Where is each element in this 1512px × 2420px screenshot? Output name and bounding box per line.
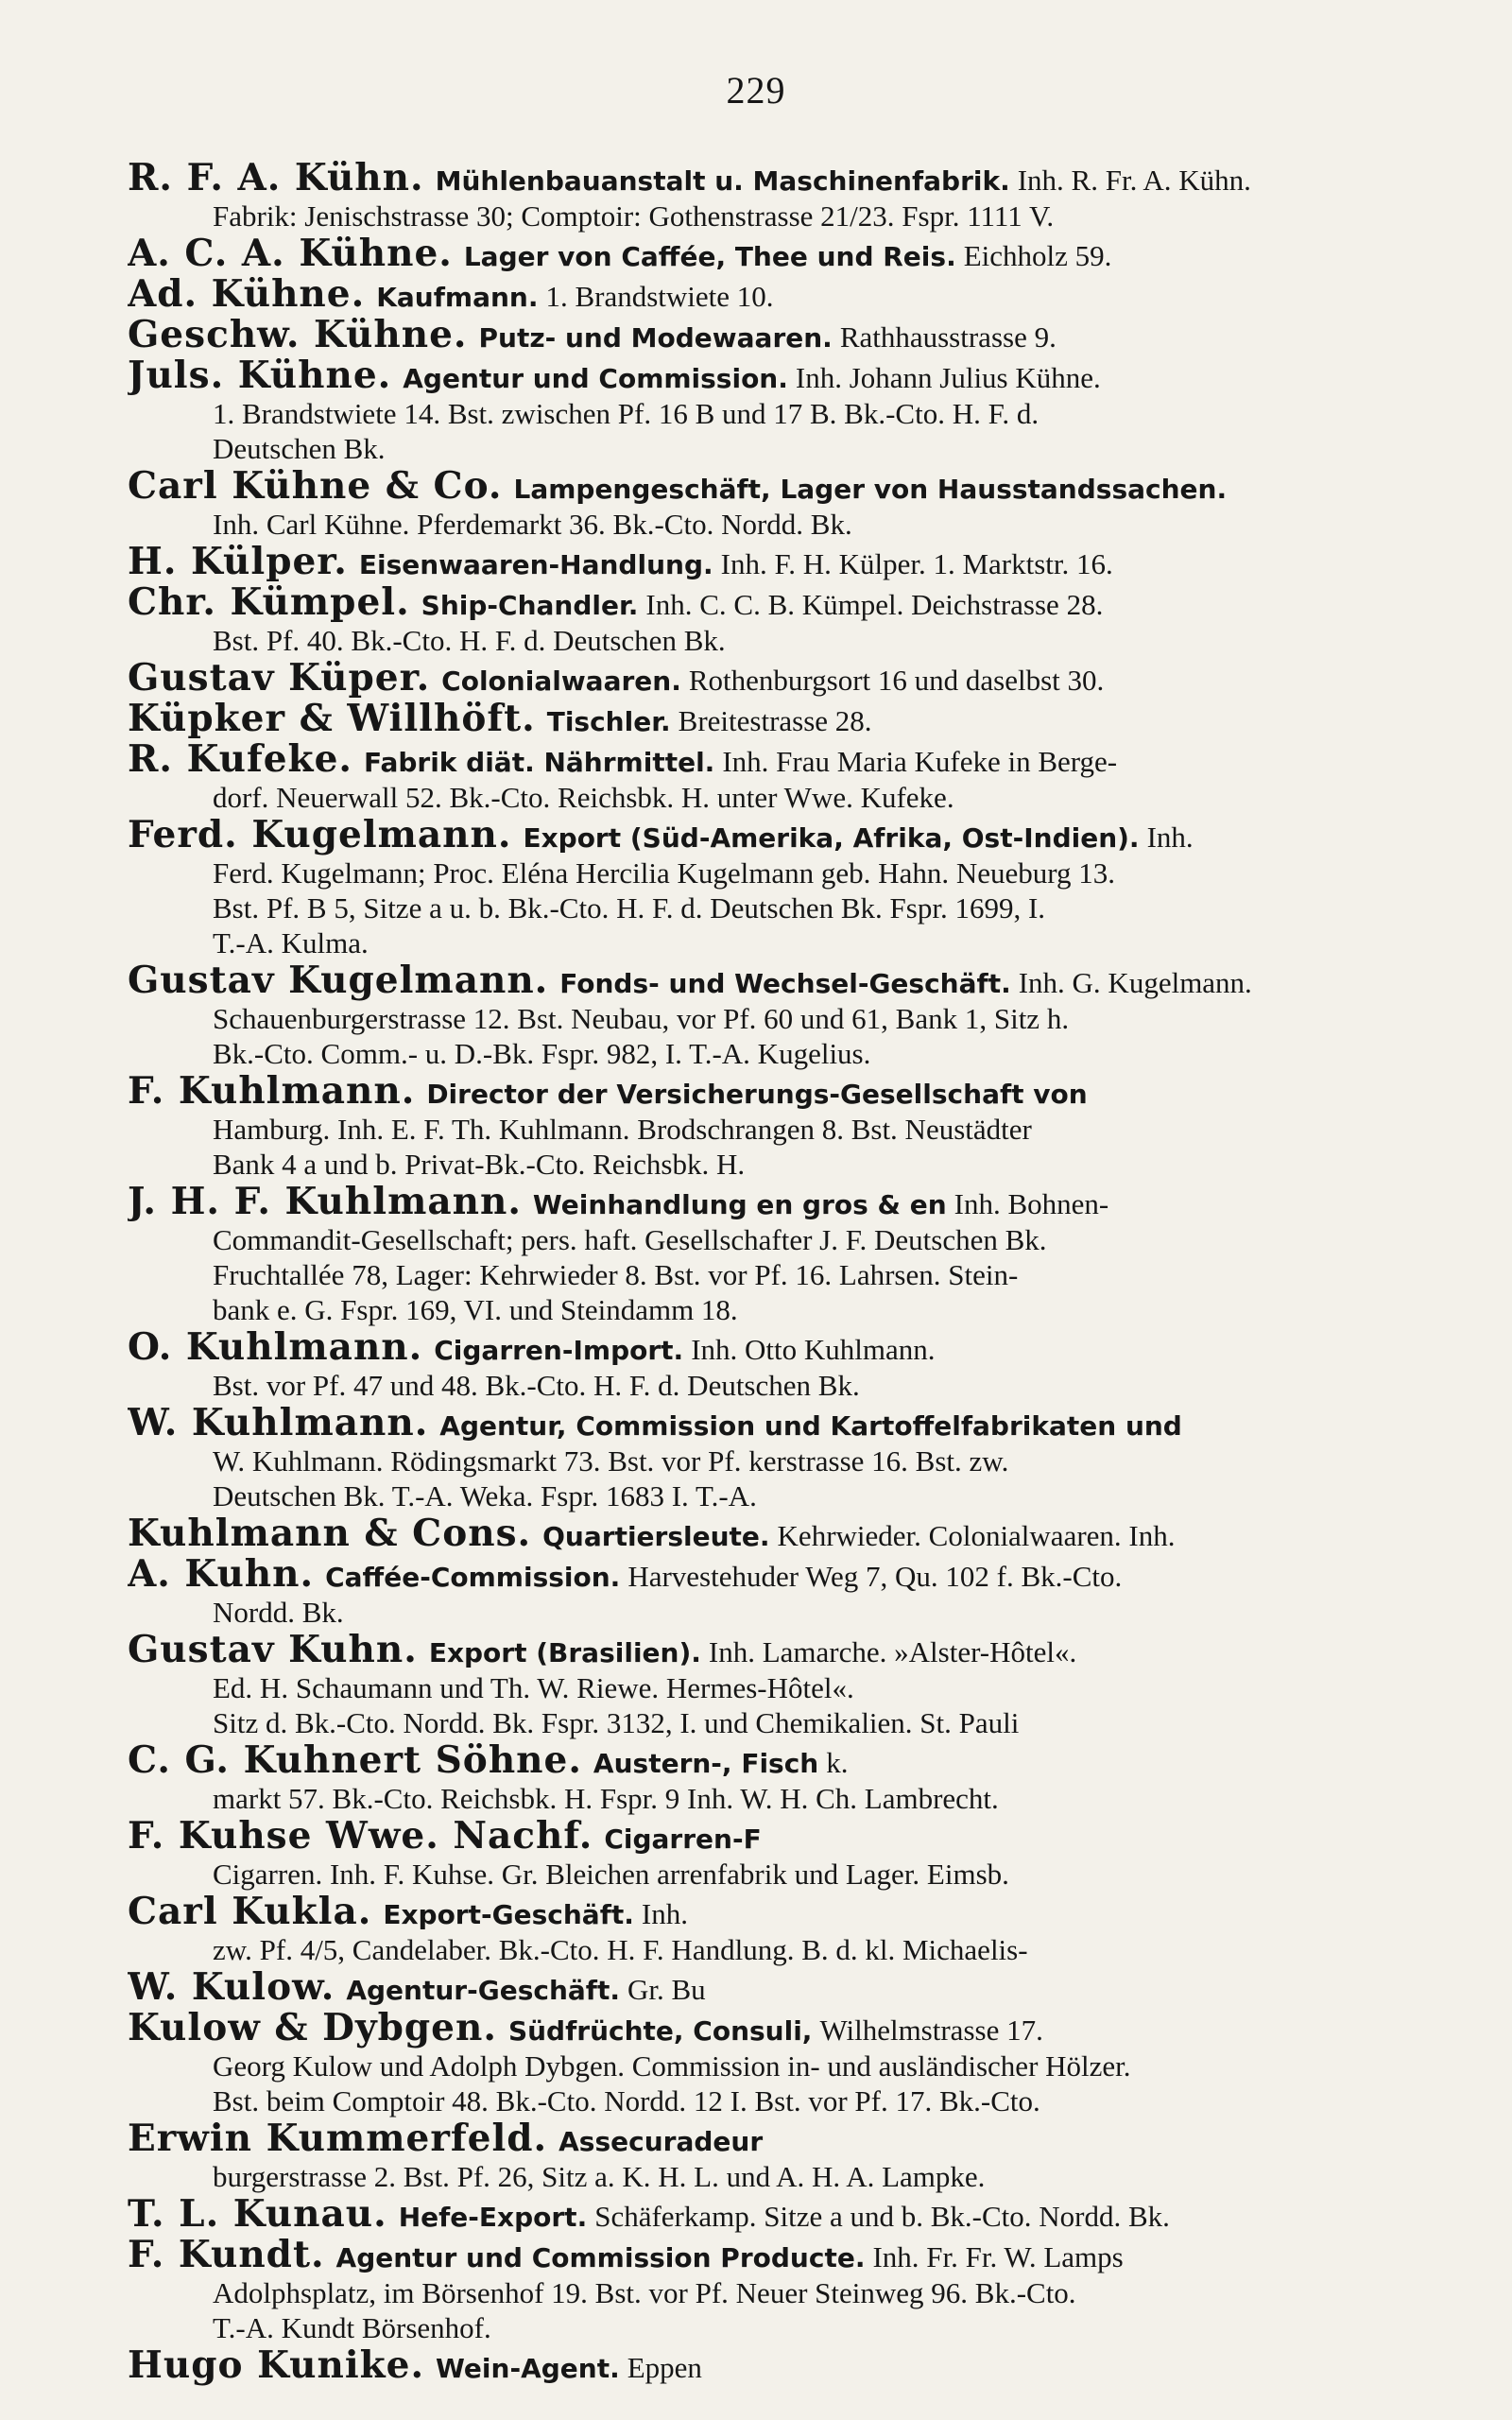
directory-entry xyxy=(128,661,1384,699)
entry-name: Juls. Kühne. xyxy=(128,358,392,396)
entry-first-line xyxy=(128,963,1384,1001)
entry-first-line xyxy=(128,2348,1384,2386)
entry-name: Kuhlmann & Cons. xyxy=(128,1516,532,1554)
entry-name: Ferd. Kugelmann. xyxy=(128,818,512,856)
entry-first-line xyxy=(128,585,1384,623)
entry-continuation-line: Fabrik: Jenischstrasse 30; Comptoir: Gothenstrasse 21/23. Fspr. 1111 V. xyxy=(213,199,1055,233)
entry-trade: Austern-, Fisch xyxy=(593,1748,819,1779)
entry-name: J. H. F. Kuhlmann. xyxy=(128,1184,522,1222)
directory-entry xyxy=(128,585,1384,658)
entry-info: Inh. F. H. Külper. 1. Marktstr. 16. xyxy=(720,547,1113,580)
entry-continuation-line: bank e. G. Fspr. 169, VI. und Steindamm 18. xyxy=(213,1293,738,1326)
entry-info: Rathhausstrasse 9. xyxy=(839,320,1057,354)
entry-info: Inh. G. Kugelmann. xyxy=(1018,966,1252,999)
directory-entry xyxy=(128,1516,1384,1554)
entry-continuation-line: markt 57. Bk.-Cto. Reichsbk. H. Fspr. 9 Inh. W. H. Ch. Lambrecht. xyxy=(213,1782,999,1815)
entry-name: Hugo Kunike. xyxy=(128,2348,425,2386)
entry-continuation-line: Sitz d. Bk.-Cto. Nordd. Bk. Fspr. 3132, I. und Chemikalien. St. Pauli xyxy=(213,1706,1020,1739)
directory-entry xyxy=(128,2121,1384,2194)
entry-name: A. C. A. Kühne. xyxy=(128,236,453,274)
entry-first-line xyxy=(128,1074,1384,1112)
entry-trade: Fabrik diät. Nährmittel. xyxy=(363,747,715,778)
entry-trade: Putz- und Modewaaren. xyxy=(478,322,833,354)
entry-first-line xyxy=(128,2121,1384,2159)
entry-trade: Mühlenbauanstalt u. Maschinenfabrik. xyxy=(435,165,1010,197)
entry-continuation-line: Deutschen Bk. T.-A. Weka. Fspr. 1683 I. T.-A. xyxy=(213,1479,757,1512)
entry-first-line xyxy=(128,1970,1384,2008)
entry-name: R. F. A. Kühn. xyxy=(128,161,424,199)
entry-name: Gustav Kugelmann. xyxy=(128,963,549,1001)
entry-continuation-line: Deutschen Bk. xyxy=(213,432,386,465)
page-number: 229 xyxy=(726,69,786,112)
entry-trade: Agentur, Commission und Kartoffelfabrikaten und xyxy=(439,1410,1182,1442)
entry-name: Carl Kühne & Co. xyxy=(128,469,503,507)
directory-entry xyxy=(128,1074,1384,1182)
entry-continuation-line: Bst. beim Comptoir 48. Bk.-Cto. Nordd. 12 I. Bst. vor Pf. 17. Bk.-Cto. xyxy=(213,2084,1040,2118)
entry-continuation-line: Adolphsplatz, im Börsenhof 19. Bst. vor Pf. Neuer Steinweg 96. Bk.-Cto. xyxy=(213,2276,1076,2309)
entry-first-line xyxy=(128,2197,1384,2235)
entry-first-line xyxy=(128,544,1384,582)
entry-first-line xyxy=(128,1633,1384,1670)
entry-continuation-line: Bst. Pf. B 5, Sitze a u. b. Bk.-Cto. H. F. d. Deutschen Bk. Fspr. 1699, I. xyxy=(213,891,1046,925)
entry-info: Eppen xyxy=(627,2351,702,2384)
directory-entry xyxy=(128,358,1384,466)
entry-trade: Export-Geschäft. xyxy=(383,1899,634,1930)
directory-entry xyxy=(128,1557,1384,1630)
entry-trade: Agentur-Geschäft. xyxy=(346,1975,620,2006)
entry-trade: Fonds- und Wechsel-Geschäft. xyxy=(559,968,1011,999)
entry-trade: Caffée-Commission. xyxy=(325,1562,621,1593)
entry-continuation-line: T.-A. Kulma. xyxy=(213,926,369,959)
directory-entry xyxy=(128,1406,1384,1513)
entry-info: Inh. Lamarche. »Alster-Hôtel«. xyxy=(708,1635,1077,1668)
entry-info: Rothenburgsort 16 und daselbst 30. xyxy=(688,664,1105,697)
entry-first-line xyxy=(128,1743,1384,1781)
entry-trade: Südfrüchte, Consuli, xyxy=(507,2015,813,2047)
entry-continuation-line: 1. Brandstwiete 14. Bst. zwischen Pf. 16 B und 17 B. Bk.-Cto. H. F. d. xyxy=(213,397,1040,430)
entry-continuation-line: Bank 4 a und b. Privat-Bk.-Cto. Reichsbk. H. xyxy=(213,1148,746,1181)
entry-trade: Tischler. xyxy=(546,706,671,737)
entry-first-line xyxy=(128,358,1384,396)
entry-name: Gustav Küper. xyxy=(128,661,431,699)
entry-continuation-line: zw. Pf. 4/5, Candelaber. Bk.-Cto. H. F. Handlung. B. d. kl. Michaelis- xyxy=(213,1933,1028,1966)
directory-entry xyxy=(128,742,1384,815)
entry-info: Gr. Bu xyxy=(627,1973,706,2006)
entry-trade: Weinhandlung en gros & en xyxy=(532,1189,947,1220)
entry-first-line xyxy=(128,2238,1384,2275)
entry-trade: Agentur und Commission. xyxy=(403,363,788,394)
entry-trade: Eisenwaaren-Handlung. xyxy=(358,549,713,580)
directory-entry xyxy=(128,701,1384,739)
entry-info: Inh. Johann Julius Kühne. xyxy=(795,361,1101,394)
entry-continuation-line: T.-A. Kundt Börsenhof. xyxy=(213,2311,491,2344)
entry-name: Carl Kukla. xyxy=(128,1894,372,1932)
entry-first-line xyxy=(128,742,1384,780)
directory-entry xyxy=(128,161,1384,233)
entry-name: A. Kuhn. xyxy=(128,1557,315,1595)
entry-trade: Colonialwaaren. xyxy=(441,666,681,697)
entry-continuation-line: Ferd. Kugelmann; Proc. Eléna Hercilia Kugelmann geb. Hahn. Neueburg 13. xyxy=(213,856,1115,890)
entry-trade: Cigarren-F xyxy=(604,1824,762,1855)
entry-trade: Lampengeschäft, Lager von Hausstandssachen. xyxy=(513,474,1228,505)
entry-continuation-line: Ed. H. Schaumann und Th. W. Riewe. Hermes-Hôtel«. xyxy=(213,1671,854,1704)
entry-first-line xyxy=(128,1330,1384,1368)
entry-trade: Assecuradeur xyxy=(558,2126,764,2157)
entry-name: Geschw. Kühne. xyxy=(128,318,468,355)
entry-info: Inh. Frau Maria Kufeke in Berge- xyxy=(722,745,1118,778)
entry-info: Harvestehuder Weg 7, Qu. 102 f. Bk.-Cto. xyxy=(627,1560,1123,1593)
entry-continuation-line: Schauenburgerstrasse 12. Bst. Neubau, vor Pf. 60 und 61, Bank 1, Sitz h. xyxy=(213,1002,1070,1035)
entry-name: Ad. Kühne. xyxy=(128,277,366,315)
entry-info: Inh. Otto Kuhlmann. xyxy=(691,1333,936,1366)
entry-first-line xyxy=(128,818,1384,856)
entry-name: Erwin Kummerfeld. xyxy=(128,2121,548,2159)
directory-entry xyxy=(128,1184,1384,1327)
entry-info: Inh. C. C. B. Kümpel. Deichstrasse 28. xyxy=(645,588,1104,621)
entry-first-line xyxy=(128,318,1384,355)
entry-continuation-line: W. Kuhlmann. Rödingsmarkt 73. Bst. vor Pf. kerstrasse 16. Bst. zw. xyxy=(213,1444,1009,1478)
entry-name: C. G. Kuhnert Söhne. xyxy=(128,1743,582,1781)
directory-entry xyxy=(128,1970,1384,2008)
entry-trade: Wein-Agent. xyxy=(436,2353,620,2384)
entry-continuation-line: Georg Kulow und Adolph Dybgen. Commission in- und ausländischer Hölzer. xyxy=(213,2049,1131,2083)
entry-continuation-line: burgerstrasse 2. Bst. Pf. 26, Sitz a. K. H. L. und A. H. A. Lampke. xyxy=(213,2160,986,2193)
directory-entry xyxy=(128,1819,1384,1892)
entry-name: F. Kuhlmann. xyxy=(128,1074,416,1112)
entry-first-line xyxy=(128,1894,1384,1932)
entry-first-line xyxy=(128,1557,1384,1595)
entry-info: Inh. xyxy=(641,1897,688,1930)
entry-name: O. Kuhlmann. xyxy=(128,1330,423,1368)
directory-entry xyxy=(128,1743,1384,1816)
entry-trade: Lager von Caffée, Thee und Reis. xyxy=(463,241,956,272)
directory-entry xyxy=(128,818,1384,960)
entry-trade: Director der Versicherungs-Gesellschaft von xyxy=(426,1079,1088,1110)
entry-first-line xyxy=(128,1819,1384,1857)
directory-entry xyxy=(128,1330,1384,1403)
directory-entry xyxy=(128,318,1384,355)
entry-continuation-line: Bk.-Cto. Comm.- u. D.-Bk. Fspr. 982, I. T.-A. Kugelius. xyxy=(213,1037,871,1070)
entry-name: Küpker & Willhöft. xyxy=(128,701,536,739)
entry-name: F. Kuhse Wwe. Nachf. xyxy=(128,1819,593,1857)
entry-trade: Export (Süd-Amerika, Afrika, Ost-Indien). xyxy=(523,822,1140,854)
entry-first-line xyxy=(128,1516,1384,1554)
entry-info: 1. Brandstwiete 10. xyxy=(545,280,774,313)
entry-trade: Ship-Chandler. xyxy=(421,590,639,621)
directory-entry xyxy=(128,1894,1384,1967)
entry-info: Breitestrasse 28. xyxy=(678,704,872,737)
entry-info: Inh. xyxy=(1146,821,1194,854)
entry-continuation-line: Fruchtallée 78, Lager: Kehrwieder 8. Bst. vor Pf. 16. Lahrsen. Stein- xyxy=(213,1258,1019,1291)
entry-name: F. Kundt. xyxy=(128,2238,325,2275)
entry-info: Eichholz 59. xyxy=(963,239,1112,272)
entry-continuation-line: Hamburg. Inh. E. F. Th. Kuhlmann. Brodschrangen 8. Bst. Neustädter xyxy=(213,1113,1032,1146)
directory-entry xyxy=(128,2238,1384,2345)
entry-first-line xyxy=(128,161,1384,199)
directory-entry xyxy=(128,2348,1384,2386)
entry-trade: Cigarren-Import. xyxy=(434,1335,684,1366)
entry-info: Wilhelmstrasse 17. xyxy=(819,2014,1043,2047)
entry-continuation-line: Bst. Pf. 40. Bk.-Cto. H. F. d. Deutschen Bk. xyxy=(213,624,726,657)
entry-trade: Agentur und Commission Producte. xyxy=(335,2242,866,2273)
entry-name: Gustav Kuhn. xyxy=(128,1633,418,1670)
entry-first-line xyxy=(128,701,1384,739)
entry-info: Kehrwieder. Colonialwaaren. Inh. xyxy=(777,1519,1176,1552)
entry-first-line xyxy=(128,1184,1384,1222)
directory-entry xyxy=(128,2011,1384,2118)
entry-info: Inh. Bohnen- xyxy=(954,1187,1109,1220)
directory-entry xyxy=(128,963,1384,1071)
entry-name: Kulow & Dybgen. xyxy=(128,2011,497,2048)
directory-entry xyxy=(128,469,1384,542)
entry-info: Inh. Fr. Fr. W. Lamps xyxy=(872,2240,1124,2273)
entry-first-line xyxy=(128,469,1384,507)
entry-name: W. Kuhlmann. xyxy=(128,1406,429,1443)
entry-first-line xyxy=(128,277,1384,315)
directory-entry xyxy=(128,1633,1384,1740)
entry-continuation-line: Nordd. Bk. xyxy=(213,1596,344,1629)
entry-continuation-line: Commandit-Gesellschaft; pers. haft. Gesellschafter J. F. Deutschen Bk. xyxy=(213,1223,1047,1256)
entry-info: Inh. R. Fr. A. Kühn. xyxy=(1017,164,1251,197)
directory-entry xyxy=(128,236,1384,274)
entry-first-line xyxy=(128,2011,1384,2048)
entry-trade: Hefe-Export. xyxy=(398,2202,588,2233)
entry-info: Schäferkamp. Sitze a und b. Bk.-Cto. Nordd. Bk. xyxy=(594,2200,1170,2233)
entry-trade: Quartiersleute. xyxy=(542,1521,770,1552)
directory-entry xyxy=(128,277,1384,315)
entry-name: R. Kufeke. xyxy=(128,742,352,780)
entry-continuation-line: Inh. Carl Kühne. Pferdemarkt 36. Bk.-Cto. Nordd. Bk. xyxy=(213,508,852,541)
entry-name: W. Kulow. xyxy=(128,1970,335,2008)
directory-entry xyxy=(128,544,1384,582)
entry-info: k. xyxy=(826,1746,849,1779)
entry-continuation-line: Bst. vor Pf. 47 und 48. Bk.-Cto. H. F. d. Deutschen Bk. xyxy=(213,1369,860,1402)
entry-name: H. Külper. xyxy=(128,544,348,582)
entry-trade: Kaufmann. xyxy=(376,282,539,313)
entry-first-line xyxy=(128,236,1384,274)
entry-first-line xyxy=(128,1406,1384,1443)
directory-entry xyxy=(128,2197,1384,2235)
entry-continuation-line: Cigarren. Inh. F. Kuhse. Gr. Bleichen arrenfabrik und Lager. Eimsb. xyxy=(213,1858,1009,1891)
entry-name: Chr. Kümpel. xyxy=(128,585,410,623)
entry-trade: Export (Brasilien). xyxy=(428,1637,701,1668)
entry-first-line xyxy=(128,661,1384,699)
entry-list xyxy=(128,161,1384,2389)
entry-continuation-line: dorf. Neuerwall 52. Bk.-Cto. Reichsbk. H. unter Wwe. Kufeke. xyxy=(213,781,954,814)
entry-name: T. L. Kunau. xyxy=(128,2197,387,2235)
